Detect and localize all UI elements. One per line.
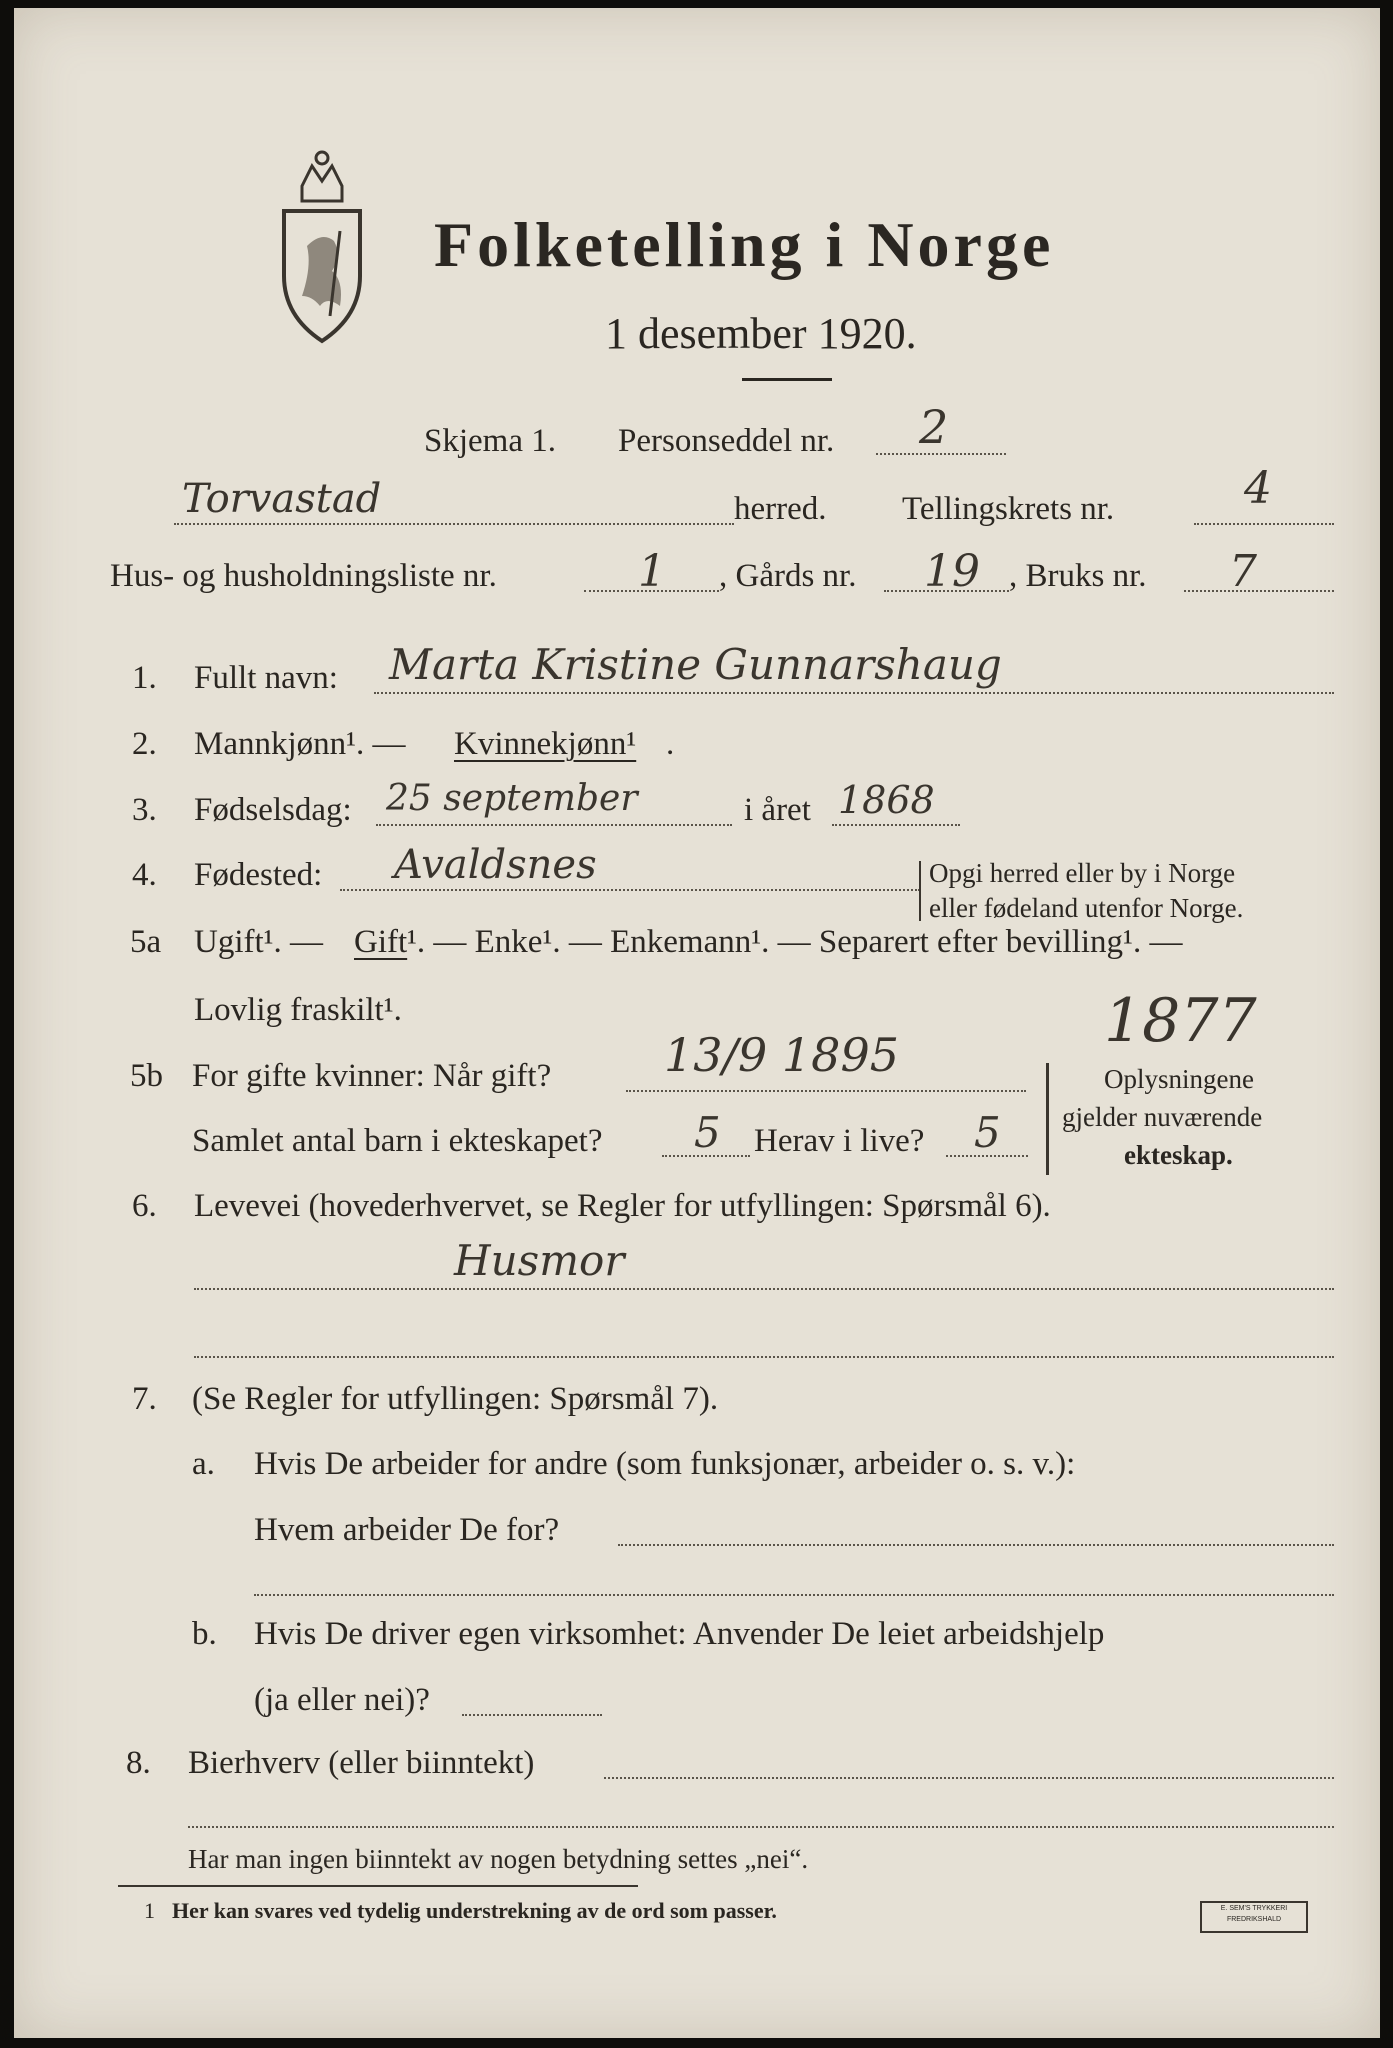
arbeidsgiver-field-2[interactable] (254, 1594, 1334, 1596)
census-form-page (14, 8, 1380, 2038)
printer-line-2: FREDRIKSHALD (1226, 1916, 1282, 1923)
bierhverv-field-1[interactable] (604, 1777, 1334, 1779)
husliste-value: 1 (638, 546, 666, 597)
barn-value: 5 (694, 1108, 721, 1157)
gards-label: , Gårds nr. (719, 558, 857, 594)
footnote-text: Her kan svares ved tydelig understrekning av de ord som passer. (172, 1898, 777, 1923)
herred-label: herred. (734, 491, 827, 527)
q7b-letter: b. (192, 1616, 217, 1652)
aret-value: 1868 (838, 778, 935, 822)
fullt-navn-label: Fullt navn: (194, 660, 338, 696)
ekteskap-note-2: gjelder nuværende (1062, 1102, 1263, 1132)
q3-number: 3. (132, 792, 157, 828)
arbeidshjelp-label: (ja eller nei)? (254, 1682, 430, 1718)
tellingskrets-field[interactable] (1194, 523, 1334, 525)
tellingskrets-label: Tellingskrets nr. (902, 491, 1115, 527)
ekteskap-note-1: Oplysningene (1104, 1064, 1254, 1094)
fodested-field[interactable] (340, 889, 920, 891)
aret-field[interactable] (832, 824, 960, 826)
fodselsdag-field[interactable] (376, 824, 732, 826)
q1-number: 1. (132, 660, 157, 696)
skjema-label: Skjema 1. (424, 423, 556, 459)
biinntekt-note: Har man ingen biinntekt av nogen betydning settes „nei“. (188, 1844, 809, 1874)
gift-option[interactable]: Gift (354, 924, 408, 960)
lovlig-fraskilt-option[interactable]: Lovlig fraskilt¹. (194, 992, 402, 1028)
q8-number: 8. (126, 1745, 151, 1781)
sivilstand-other-options[interactable]: ¹. — Enke¹. — Enkemann¹. — Separert efter bevilling¹. — (407, 924, 1183, 960)
bruks-label: , Bruks nr. (1009, 558, 1147, 594)
fodested-note-1: Opgi herred eller by i Norge (929, 858, 1236, 888)
q7-label: (Se Regler for utfyllingen: Spørsmål 7). (192, 1381, 719, 1417)
barn-label: Samlet antal barn i ekteskapet? (192, 1123, 603, 1159)
ekteskap-note-brace (1046, 1063, 1049, 1175)
bierhverv-field-2[interactable] (188, 1826, 1334, 1828)
fodselsdag-label: Fødselsdag: (194, 792, 352, 828)
nar-gift-value: 13/9 1895 (664, 1028, 899, 1082)
levevei-field-1[interactable] (194, 1288, 1334, 1290)
i-live-value: 5 (974, 1108, 1001, 1157)
q7a-text: Hvis De arbeider for andre (som funksjonær, arbeider o. s. v.): (254, 1446, 1076, 1482)
mannkjonn-option[interactable]: Mannkjønn¹. — (194, 726, 406, 762)
footnote-divider (118, 1885, 638, 1887)
footnote-mark: 1 (144, 1898, 155, 1923)
fullt-navn-field[interactable] (374, 692, 1334, 694)
personseddel-value: 2 (919, 400, 949, 454)
fodested-value: Avaldsnes (394, 842, 597, 888)
aret-label: i året (744, 792, 811, 828)
q2-number: 2. (132, 726, 157, 762)
bruks-value: 7 (1229, 546, 1257, 597)
q7b-text: Hvis De driver egen virksomhet: Anvender De leiet arbeidshjelp (254, 1616, 1105, 1652)
fodested-note-brace (919, 861, 921, 921)
q6-number: 6. (132, 1188, 157, 1224)
q4-number: 4. (132, 857, 157, 893)
q5b-number: 5b (130, 1058, 163, 1094)
printer-stamp (1200, 1901, 1308, 1933)
title-divider (742, 378, 832, 381)
bierhverv-label: Bierhverv (eller biinntekt) (188, 1745, 535, 1781)
herred-value: Torvastad (182, 476, 382, 522)
fullt-navn-value: Marta Kristine Gunnarshaug (389, 640, 1002, 689)
tellingskrets-value: 4 (1244, 463, 1272, 514)
gards-value: 19 (924, 546, 980, 597)
herred-field[interactable] (174, 523, 734, 525)
levevei-label: Levevei (hovederhvervet, se Regler for utfyllingen: Spørsmål 6). (194, 1188, 1051, 1224)
arbeidshjelp-field[interactable] (462, 1714, 602, 1716)
fodested-note-2: eller fødeland utenfor Norge. (929, 893, 1244, 923)
levevei-field-2[interactable] (194, 1356, 1334, 1358)
kvinnekjonn-option[interactable]: Kvinnekjønn¹ (454, 726, 637, 762)
ugift-option[interactable]: Ugift¹. — (194, 924, 324, 960)
census-date: 1 desember 1920. (605, 309, 917, 358)
ekteskap-note-3: ekteskap. (1124, 1140, 1233, 1170)
printer-line-1: E. SEM'S TRYKKERI (1220, 1905, 1288, 1912)
q2-end: . (666, 726, 675, 762)
i-live-label: Herav i live? (754, 1123, 925, 1159)
q5a-number: 5a (130, 924, 162, 960)
nar-gift-field[interactable] (626, 1090, 1026, 1092)
fodselsdag-value: 25 september (386, 778, 638, 819)
arbeidsgiver-field-1[interactable] (618, 1544, 1334, 1546)
nar-gift-label: For gifte kvinner: Når gift? (192, 1058, 552, 1094)
arbeidsgiver-label: Hvem arbeider De for? (254, 1512, 560, 1548)
fodested-label: Fødested: (194, 857, 323, 893)
husliste-label: Hus- og husholdningsliste nr. (110, 558, 497, 594)
bruks-field[interactable] (1184, 590, 1334, 592)
q7-number: 7. (132, 1381, 157, 1417)
page-title: Folketelling i Norge (434, 209, 1055, 280)
margin-year-note: 1877 (1104, 986, 1257, 1056)
levevei-value: Husmor (454, 1236, 625, 1285)
personseddel-label: Personseddel nr. (618, 423, 835, 459)
coat-of-arms-icon (272, 146, 372, 346)
q7a-letter: a. (192, 1446, 215, 1482)
